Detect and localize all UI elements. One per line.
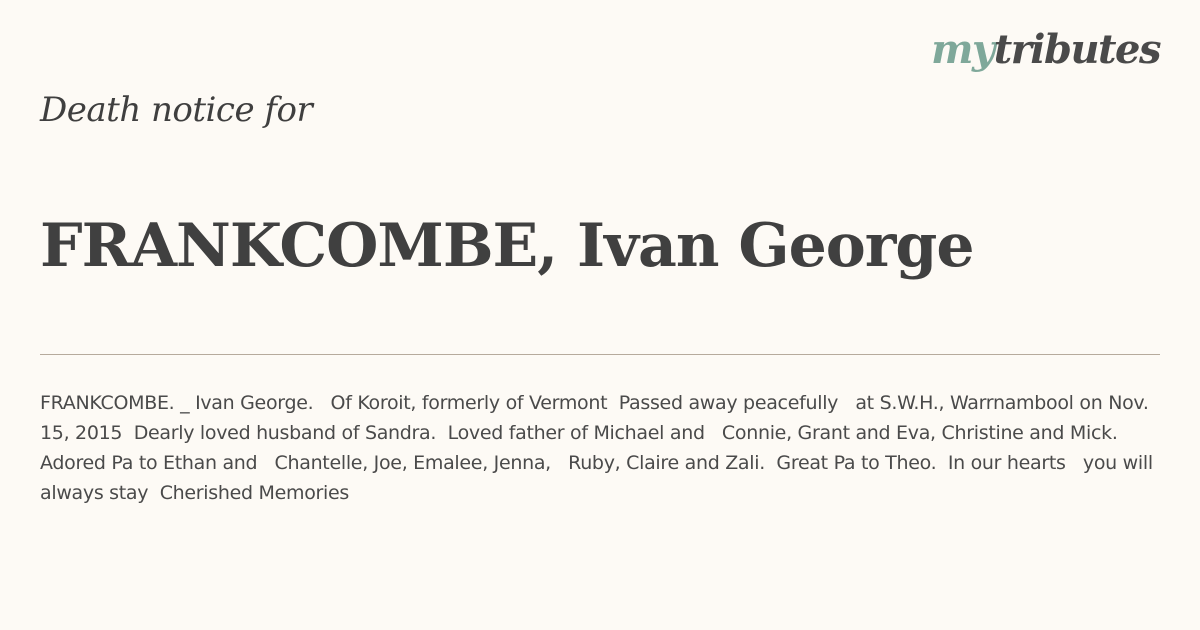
logo-part-my: my — [931, 26, 994, 73]
logo-part-tributes: tributes — [993, 26, 1160, 73]
notice-body-text: FRANKCOMBE. _ Ivan George. Of Koroit, formerly of Vermont Passed away peacefully at S.W.H., Warrnambool on Nov. 15, 2015 Dearly loved husband of Sandra. Loved father of Michael and Connie, Grant and Eva, Christine and Mick. Adored Pa to Ethan and Chantelle, Joe, Emalee, Jenna, Ruby, Claire and Zali. Great Pa to Theo. In our hearts you will always stay Cherished Memories — [40, 392, 1161, 504]
death-notice-kicker: Death notice for — [40, 90, 313, 130]
mytributes-logo[interactable] — [931, 26, 1160, 73]
section-divider — [40, 354, 1160, 355]
deceased-name-title: FRANKCOMBE, Ivan George — [40, 211, 974, 281]
